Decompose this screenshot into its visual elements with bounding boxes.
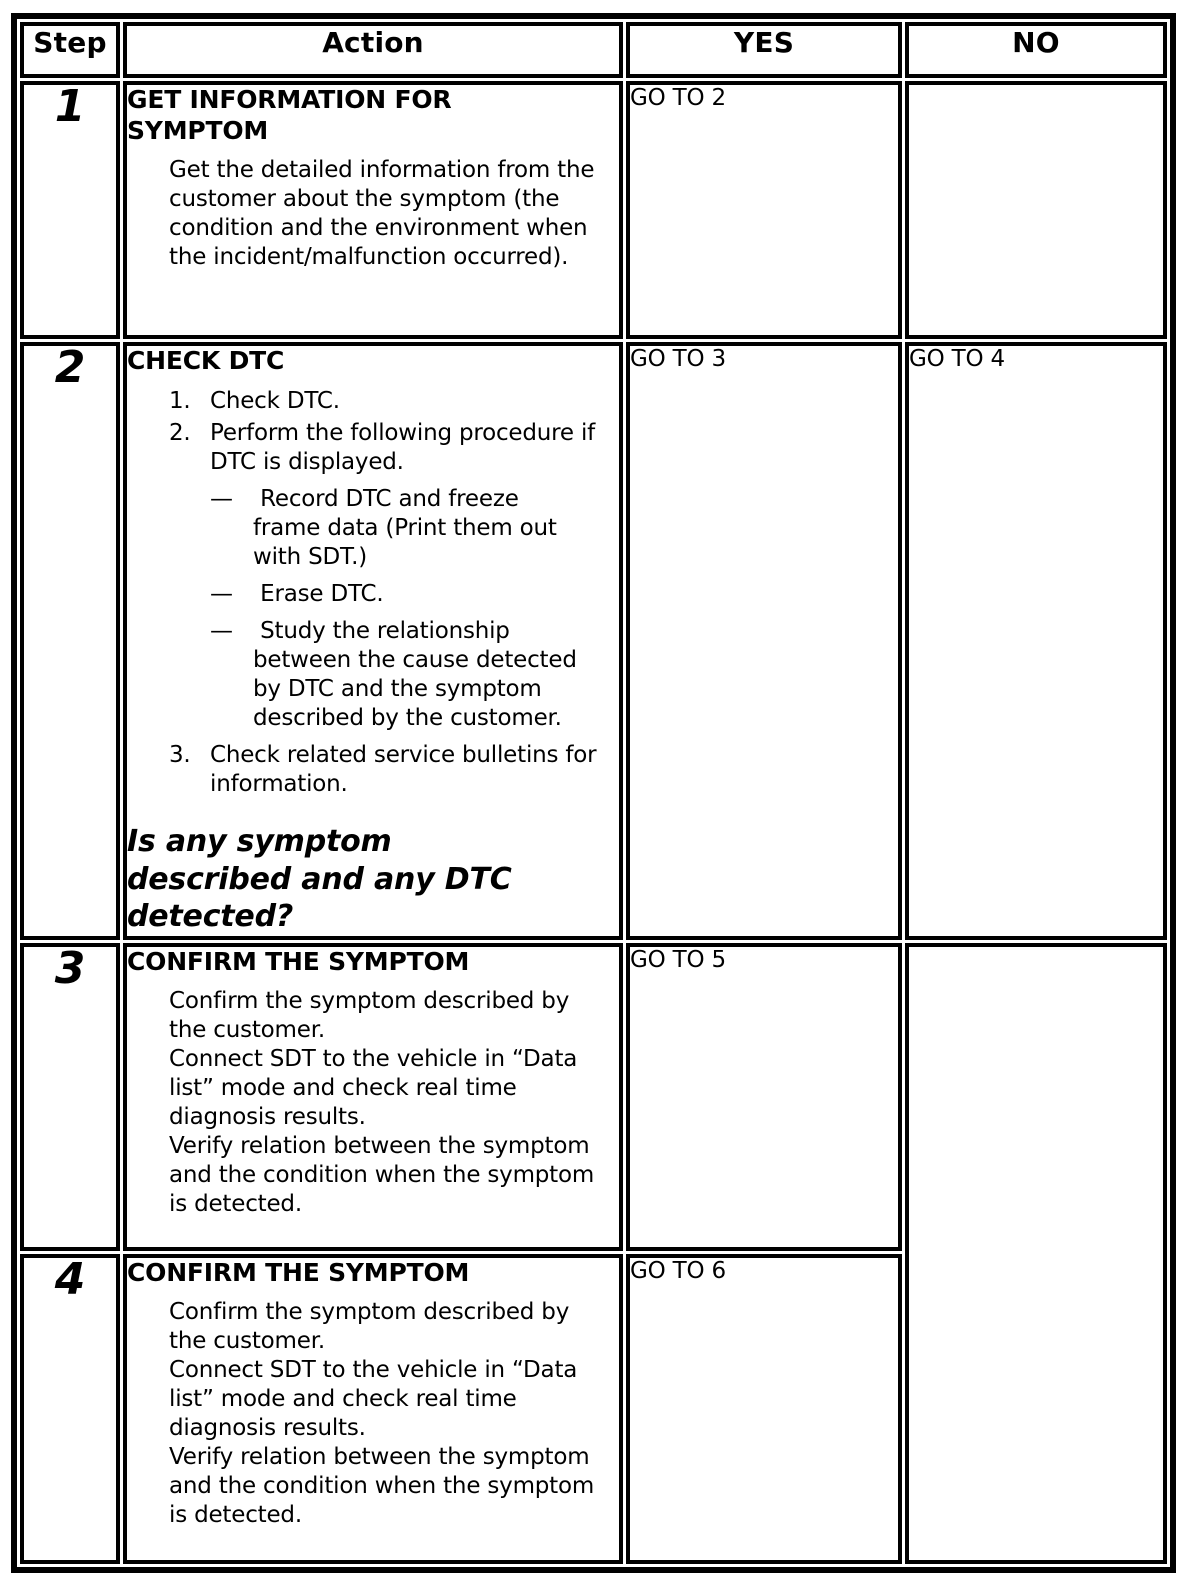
step-number: 1 bbox=[20, 81, 120, 339]
column-header-action: Action bbox=[123, 22, 623, 78]
table-row-step-1 bbox=[20, 81, 1167, 339]
yes-cell: GO TO 6 bbox=[626, 1254, 902, 1564]
subitem-text: Erase DTC. bbox=[260, 581, 384, 608]
no-cell bbox=[905, 81, 1167, 339]
dash-subitem-2 bbox=[210, 580, 619, 609]
action-title: CONFIRM THE SYMPTOM bbox=[127, 946, 470, 976]
action-paragraph: Verify relation between the symptom and the condition when the symptom is detected. bbox=[169, 1132, 595, 1217]
action-title: CHECK DTC bbox=[127, 346, 285, 375]
dash-subitem-3 bbox=[210, 617, 619, 733]
step-number: 3 bbox=[20, 943, 120, 1251]
dash-marker: — bbox=[210, 618, 233, 645]
action-paragraph: Get the detailed information from the customer about the symptom (the condition and the environment when the incident/malfunction occurred). bbox=[169, 157, 595, 270]
decision-question: Is any symptom described and any DTC detected? bbox=[127, 824, 512, 935]
item-text: Check related service bulletins for information. bbox=[210, 742, 597, 798]
action-paragraph: Connect SDT to the vehicle in “Data list” mode and check real time diagnosis results. bbox=[169, 1046, 578, 1130]
action-cell bbox=[123, 943, 623, 1251]
yes-cell: GO TO 3 bbox=[626, 342, 902, 940]
yes-cell: GO TO 5 bbox=[626, 943, 902, 1251]
column-header-no: NO bbox=[905, 22, 1167, 78]
column-header-step: Step bbox=[20, 22, 120, 78]
column-header-yes: YES bbox=[626, 22, 902, 78]
action-paragraph: Confirm the symptom described by the customer. bbox=[169, 988, 570, 1044]
numbered-item-1 bbox=[169, 387, 619, 416]
item-number: 1. bbox=[169, 387, 191, 414]
item-text: Check DTC. bbox=[210, 387, 340, 414]
action-cell bbox=[123, 1254, 623, 1564]
action-title: CONFIRM THE SYMPTOM bbox=[127, 1257, 470, 1287]
dash-subitem-1 bbox=[210, 485, 619, 572]
subitem-text: Record DTC and freeze frame data (Print them out with SDT.) bbox=[253, 486, 557, 571]
dash-marker: — bbox=[210, 581, 233, 608]
action-body bbox=[169, 156, 619, 272]
table-row-step-2 bbox=[20, 342, 1167, 940]
no-cell: GO TO 4 bbox=[905, 342, 1167, 940]
action-cell bbox=[123, 342, 623, 940]
step-number: 2 bbox=[20, 342, 120, 940]
action-title: GET INFORMATION FOR SYMPTOM bbox=[127, 85, 452, 145]
table-header-row bbox=[20, 22, 1167, 78]
document-page bbox=[0, 13, 1200, 1528]
item-number: 2. bbox=[169, 420, 191, 447]
yes-cell: GO TO 2 bbox=[626, 81, 902, 339]
action-paragraph: Verify relation between the symptom and the condition when the symptom is detected. bbox=[169, 1443, 595, 1528]
action-cell bbox=[123, 81, 623, 339]
diagnostic-procedure-table bbox=[11, 13, 1176, 1573]
dash-marker: — bbox=[210, 486, 233, 513]
action-body bbox=[169, 1298, 619, 1530]
no-cell-merged bbox=[905, 943, 1167, 1564]
item-number: 3. bbox=[169, 742, 191, 769]
action-paragraph: Connect SDT to the vehicle in “Data list” mode and check real time diagnosis results. bbox=[169, 1357, 578, 1441]
subitem-text: Study the relationship between the cause detected by DTC and the symptom described by the customer. bbox=[253, 618, 577, 732]
table-row-step-3 bbox=[20, 943, 1167, 1251]
action-body bbox=[169, 987, 619, 1219]
action-paragraph: Confirm the symptom described by the customer. bbox=[169, 1299, 570, 1355]
numbered-item-2 bbox=[169, 419, 619, 477]
step-number: 4 bbox=[20, 1254, 120, 1564]
numbered-item-3 bbox=[169, 741, 619, 799]
item-text: Perform the following procedure if DTC is displayed. bbox=[210, 420, 596, 476]
